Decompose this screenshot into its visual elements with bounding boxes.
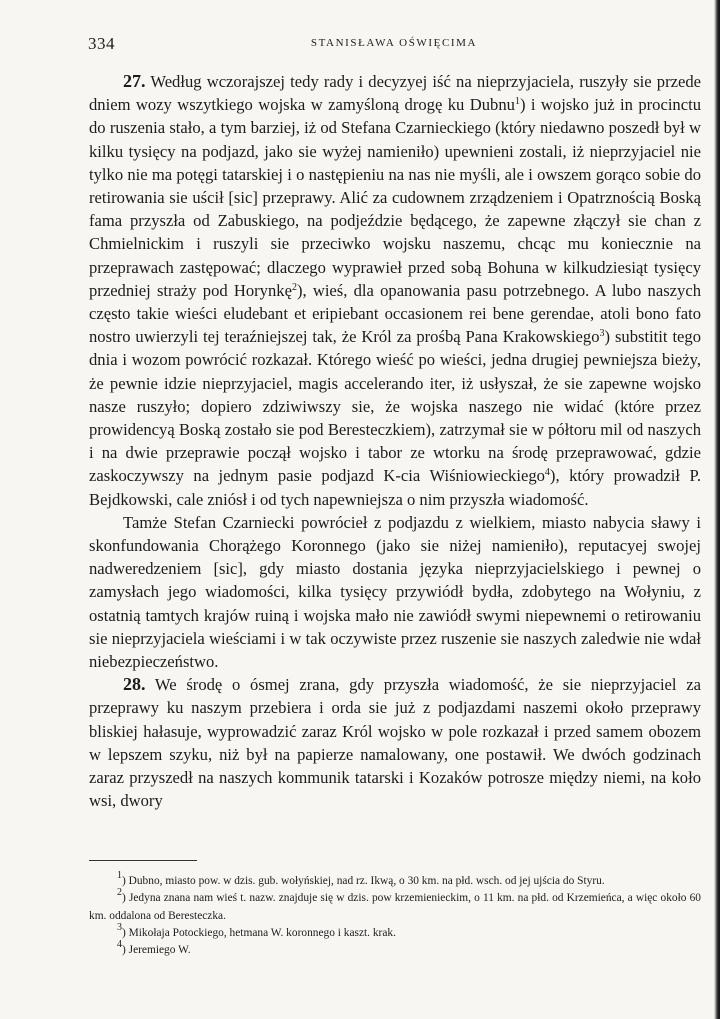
paragraph-27 <box>89 70 701 511</box>
text-run: ), wieś, dla opanowania pasu potrzebnego. A lubo naszych często takie wieści eludebant et eripiebant occasionem rei bene gerendae, atoli bono fato nostro uwierzyli tej teraźniejszej tak, że Król za prośbą Pana Krakowskiego <box>89 280 701 347</box>
footnote-text: ) Jeremiego W. <box>122 944 191 957</box>
footnote <box>89 939 701 959</box>
text-run: ) substitit tego dnia i wozom powrócić rozkazał. Którego wieść po wieści, jedna drugiej pewniejsza bieży, że pewnie idzie nieprzyjaciel, magis accelerando iter, iż usłyszał, że sie zapewne wojsko nasze ruszyło; dopiero zdziwiwszy sie, że wojska naszego nie widać (które przez prowidencyą Boską zostało sie pod Beresteczkiem), zatrzymał sie w półtoru mil od naszych i na dwie przeprawie począł wojsko i tabor ze wtorku na środę przeprawować, gdzie zaskoczywszy na jednym pasie podjazd K-cia Wiśniowieckiego <box>89 327 702 486</box>
footnote-text: ) Dubno, miasto pow. w dzis. gub. wołyńskiej, nad rz. Ikwą, o 30 km. na płd. wsch. od jej ujścia do Styru. <box>122 875 605 887</box>
text-run: Według wczorajszej tedy rady i decyzyej iść na nieprzyjaciela, ruszyły sie przede dniem wozy wszytkiego wojska w zamyśloną drogę ku Dubnu <box>89 72 701 115</box>
footnote-ref: 3 <box>599 328 605 340</box>
footnote-ref: 2 <box>291 281 297 293</box>
footnote <box>89 921 701 942</box>
page-header <box>88 34 700 56</box>
running-head: STANISŁAWA OŚWIĘCIMA <box>310 37 478 49</box>
text-run: ) i wojsko już in procinctu do ruszenia stało, a tym barziej, iż od Stefana Czarnieckiego (który niedawno poszedł był w kilku tysięcy na podjazd, jako sie wyżej namieniło) upewnieni zostali, iż nieprzyjaciel nie tylko nie ma potęgi tatarskiej i o następieniu na nas nie myśli, ale i owszem gorąco sobie do retirowania sie uścił [sic] przeprawy. Alić za cudownem zrządzeniem i Opatrznością Boską fama przyszła od Zabuskiego, na podjeździe będącego, że zapewne złączył sie chan z Chmielnickim i ruszyli sie przeciwko wojsku naszemu, chcąc mu koniecznie na przeprawach zastępować; dlaczego wyprawieł przed sobą Bohuna w kilkudziesiąt tysięcy przedniej straży pod Horynkę <box>89 95 702 300</box>
main-text <box>89 70 701 813</box>
footnote <box>89 870 701 890</box>
footnote-ref: 4 <box>544 467 550 479</box>
footnotes <box>89 870 701 959</box>
footnote-mark: 2 <box>117 887 122 899</box>
footnote-mark: 3 <box>117 921 122 933</box>
paragraph-28 <box>89 673 701 812</box>
footnote-text: ) Mikołaja Potockiego, hetmana W. koronnego i kaszt. krak. <box>122 926 396 939</box>
text-run: ), który prowadził P. Bejdkowski, cale zniósł i od tych napewniejsza o nim przyszła wiadomość. <box>89 466 701 509</box>
footnote <box>89 887 701 925</box>
section-number: 27. <box>123 71 146 91</box>
text-run: We środę o ósmej zrana, gdy przyszła wiadomość, że sie nieprzyjaciel za przeprawy ku naszym przebiera i orda sie już z podjazdami naszemi około przeprawy bliskiej hałasuje, wyprowadzić zaraz Król wojsko w pole rozkazał i przed samem obozem w lepszem szyku, niż był na papierze namalowany, one postawił. We dwóch godzinach zaraz przyszedł na naszych kommunik tatarski i Kozaków potrosze między niemi, na koło wsi, dwory <box>89 675 701 811</box>
page-number: 334 <box>88 34 115 53</box>
paragraph-czarniecki: Tamże Stefan Czarniecki powrócieł z podjazdu z wielkiem, miasto nabycia sławy i skonfundowania Chorążego Koronnego (jako sie niżej namieniło), reputacyej swojej nadweredzeniem [sic], gdy miasto dostania języka nieprzyjacielskiego i pewnej o zamysłach jego wiadomości, kilka tysięcy przywiódł bydła, zdobytego na Wołyniu, z ostatnią tamtych krajów ruiną i wojska mało nie zawiódł swymi niepewnemi o retirowaniu sie nieprzyjaciela wieściami i w tak oczywiste przez ruszenie sie naszych zaledwie nie wdał niebezpieczeństwo. <box>89 512 701 672</box>
section-number: 28. <box>123 674 146 695</box>
page-edge-shadow <box>714 0 720 1019</box>
footnote-divider <box>89 860 197 861</box>
footnote-mark: 1 <box>117 870 122 881</box>
footnote-text: ) Jedyna znana nam wieś t. nazw. znajduje się w dzis. pow krzemienieckim, o 11 km. na płd. od Krzemieńca, a więc około 60 km. oddalona od Beresteczka. <box>89 892 701 922</box>
footnote-mark: 4 <box>117 939 122 951</box>
footnote-ref: 1 <box>514 96 520 108</box>
